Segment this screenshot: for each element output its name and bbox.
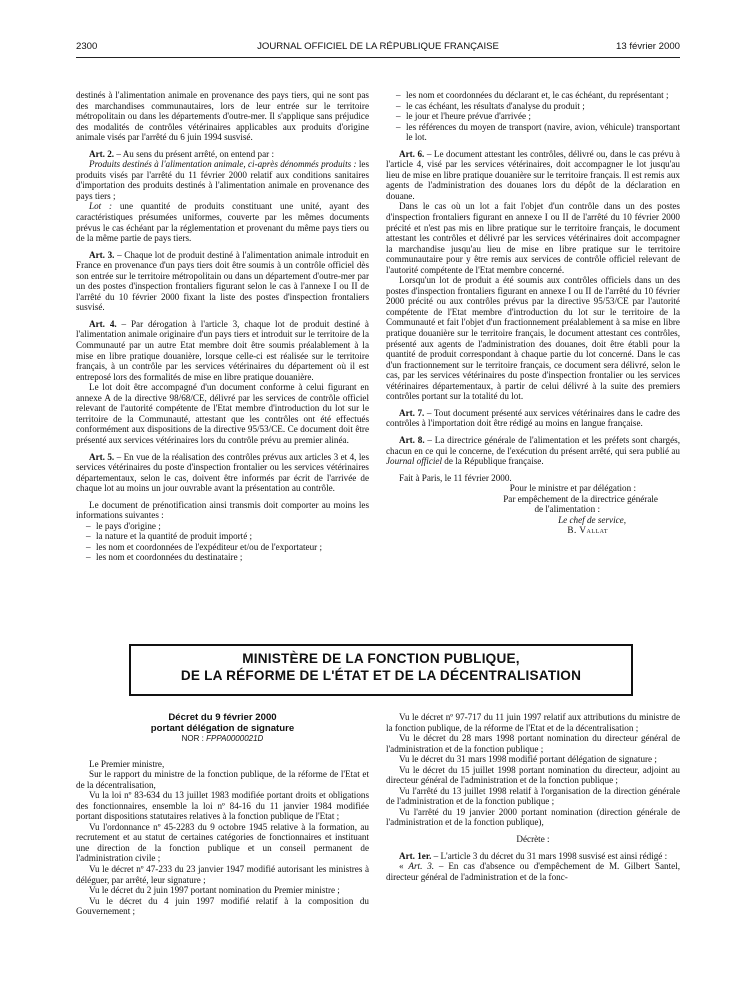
article-text: – Chaque lot de produit destiné à l'alimentation animale introduit en France en provenance d'un pays tiers doit être soumis à un contrôle officiel dès son entrée sur le territoire métropolitain ou dans un département d'outre-mer par un des postes d'inspection frontaliers figurant selon le cas à l'annexe I ou II de l'arrêté du 10 février 2000 fixant la liste des postes d'inspection frontaliers susvisé. — [76, 249, 369, 313]
paragraph: Le lot doit être accompagné d'un document conforme à celui figurant en annexe A de la directive 98/68/CE, délivré par les services de contrôle officiel relevant de l'autorité compétente de l'Etat membre d'introduction du lot sur le territoire de la Communauté, attestant que les contrôles ont été effectués conformément aux dispositions de la directive 95/53/CE. Ce document doit être présenté aux services vétérinaires lors du contrôle prévu au premier alinéa. — [76, 382, 369, 445]
paragraph: Le document de prénotification ainsi transmis doit comporter au moins les informations suivantes : — [76, 499, 369, 521]
list-item: – la nature et la quantité de produit importé ; — [76, 531, 369, 542]
article-label: Art. 6. — [399, 148, 425, 159]
nor-label: NOR : — [181, 734, 204, 743]
paragraph: Lorsqu'un lot de produit a été soumis aux contrôles officiels dans un des postes d'inspection frontaliers figurant en annexe I ou II de l'arrêté du 10 février 2000 précité ou aux contrôles prévus par la directive 95/53/CE par l'autorité compétente de l'Etat membre d'introduction du lot sur le territoire de la Communauté et fait l'objet d'un fractionnement préalablement à sa mise en libre pratique douanière sur le territoire français, le document attestant ces contrôles, présenté aux agents de l'administration des douanes, doit être établi pour la quantité de produit correspondant à chaque partie du lot concerné. Dans le cas d'un fractionnement sur le territoire français, ce document sera délivré, selon le cas, par les services vétérinaires du poste d'inspection frontalier ou les services vétérinaires départementaux, à partir de celui délivré à la suite des premiers contrôles portant sur la totalité du lot. — [386, 275, 680, 402]
left-column-top — [76, 90, 369, 563]
article-8 — [386, 435, 680, 467]
article-2 — [76, 149, 369, 160]
definition-term: Lot : — [89, 201, 113, 212]
paragraph: destinés à l'alimentation animale en provenance des pays tiers, qui ne sont pas des marchandises communautaires, lors de leur entrée sur le territoire métropolitain ou dans les départements d'outre-mer. Il s'applique sans préjudice des modalités de contrôles vétérinaires applicables aux produits d'origine animale visés par l'arrêté du 6 juin 1994 susvisé. — [76, 90, 369, 143]
header-rule — [76, 57, 680, 58]
article-label: Art. 4. — [89, 318, 117, 329]
nor-reference — [76, 734, 369, 745]
information-list — [76, 521, 369, 563]
article-text: – L'article 3 du décret du 31 mars 1998 susvisé est ainsi rédigé : — [431, 850, 668, 861]
paragraph: Vu le décret nº 47-233 du 23 janvier 1947 modifié autorisant les ministres à déléguer, par arrêté, leur signature ; — [76, 864, 369, 885]
article-label: Art. 3. — [89, 249, 115, 260]
paragraph: Vu le décret du 4 juin 1997 modifié relatif à la composition du Gouvernement ; — [76, 895, 369, 917]
quote-mark: « — [399, 861, 409, 872]
article-label: Art. 3. — [408, 861, 435, 872]
article-text: – En vue de la réalisation des contrôles prévus aux articles 3 et 4, les services vétérinaires du poste d'inspection frontalier ou les services vétérinaires départementaux, selon le cas, doivent être informés par écrit de l'arrivée de chaque lot au moins un jour ouvrable avant la présentation au contrôle. — [76, 451, 369, 494]
article-3 — [76, 250, 369, 313]
paragraph: Vu l'arrêté du 13 juillet 1998 relatif à l'organisation de la direction générale de l'administration et de la fonction publique ; — [386, 785, 680, 807]
list-item: – le jour et l'heure prévue d'arrivée ; — [386, 111, 680, 122]
article-label: Art. 1er. — [399, 850, 432, 861]
paragraph: Vu le décret du 28 mars 1998 portant nomination du directeur général de l'administration et de la fonction publique ; — [386, 733, 680, 754]
article-5 — [76, 452, 369, 494]
article-label: Art. 8. — [399, 434, 425, 445]
page-header — [76, 41, 680, 57]
quoted-article-3 — [386, 861, 680, 882]
definition-text: les produits visés par l'arrêté du 11 février 2000 relatif aux conditions sanitaires d'importation des produits destinés à l'alimentation animale en provenance des pays tiers ; — [76, 159, 369, 201]
article-7 — [386, 408, 680, 429]
list-item: – les nom et coordonnées du destinataire ; — [76, 552, 369, 563]
article-label: Art. 7. — [399, 407, 425, 418]
article-text: – Par dérogation à l'article 3, chaque lot de produit destiné à l'alimentation animale originaire d'un pays tiers et introduit sur le territoire de la Communauté par un autre Etat membre doit être soumis préalablement à la mise en libre pratique douanière, lorsque celle-ci est réalisée sur le territoire français, à un contrôle par les services vétérinaires du département où il est entreposé lors des formalités de mise en libre pratique douanière. — [76, 318, 369, 382]
nor-code: FPPA0000021D — [206, 734, 264, 743]
issue-date: 13 février 2000 — [616, 41, 680, 52]
paragraph: Vu le décret du 31 mars 1998 modifié portant délégation de signature ; — [399, 754, 657, 765]
definition-text: une quantité de produits constituant une unité, ayant des caractéristiques présumées uniformes, couverte par les mêmes documents prévus le cas échéant par la réglementation et provenant du même pays tiers ou de la même partie de pays tiers. — [76, 201, 369, 244]
journal-title: JOURNAL OFFICIEL DE LA RÉPUBLIQUE FRANÇAISE — [257, 41, 499, 52]
definition-term: Produits destinés à l'alimentation animale, ci-après dénommés produits : — [89, 159, 357, 170]
signature-line: Pour le ministre et par délégation : — [509, 483, 636, 494]
article-text: – Tout document présenté aux services vétérinaires dans le cadre des contrôles à l'importation doit être rédigé au moins en langue française. — [386, 407, 680, 429]
article-text: – En cas d'absence ou d'empêchement de M. Gilbert Santel, directeur général de l'administration et de la fonc- — [386, 861, 680, 882]
signature-line: Par empêchement de la directrice générale — [503, 493, 658, 504]
article-4 — [76, 319, 369, 382]
signatory-name: B. Vallat — [567, 525, 608, 536]
article-label: Art. 5. — [89, 451, 115, 462]
list-item: – le cas échéant, les résultats d'analyse du produit ; — [386, 101, 680, 112]
ministry-title-line2: DE LA RÉFORME DE L'ÉTAT ET DE LA DÉCENTRALISATION — [180, 668, 582, 683]
information-list-continued — [386, 90, 680, 143]
article-text: – Le document attestant les contrôles, délivré ou, dans le cas prévu à l'article 4, visé par les services vétérinaires, doit accompagner le lot jusqu'au lieu de mise en libre pratique douanière sur le territoire français. Il est remis aux agents de l'administration des douanes lors du dépôt de la déclaration en douane. — [386, 148, 680, 201]
article-6 — [386, 149, 680, 202]
paragraph: Dans le cas où un lot a fait l'objet d'un contrôle dans un des postes d'inspection frontaliers figurant en annexe I ou II de l'arrêté du 10 février 2000 précité et n'est pas mis en libre pratique sur le territoire français, le document attestant les contrôles et délivré par les services vétérinaires doit accompagner la marchandise jusqu'au lieu de mise en libre pratique sur le territoire communautaire pour y être remis aux services de contrôle officiel relevant de l'autorité compétente de l'Etat membre concerné. — [386, 201, 680, 275]
paragraph: Vu la loi nº 83-634 du 13 juillet 1983 modifiée portant droits et obligations des fonctionnaires, ensemble la loi nº 84-16 du 11 janvier 1984 modifiée portant dispositions statutaires relatives à la fonction publique de l'Etat ; — [76, 790, 369, 822]
list-item: – les nom et coordonnées du déclarant et, le cas échéant, du représentant ; — [386, 90, 680, 101]
definition-lot — [76, 201, 369, 243]
decree-subtitle: portant délégation de signature — [150, 723, 295, 734]
article-text: de la République française. — [442, 456, 544, 467]
article-text: – La directrice générale de l'alimentation et les préfets sont chargés, chacun en ce qui le concerne, de l'exécution du présent arrêté, qui sera publié au — [386, 434, 680, 456]
page-number: 2300 — [76, 41, 98, 52]
right-column-bottom — [386, 712, 680, 882]
list-item: – le pays d'origine ; — [76, 521, 369, 532]
decree-title: Décret du 9 février 2000 — [168, 712, 277, 723]
signatory-title: Le chef de service, — [558, 514, 626, 525]
article-1 — [386, 851, 680, 862]
paragraph: Vu l'ordonnance nº 45-2283 du 9 octobre 1945 relative à la formation, au recrutement et au statut de certaines catégories de fonctionnaires et instituant une direction de la fonction publique et un conseil permanent de l'administration civile ; — [76, 821, 369, 864]
article-label: Art. 2. — [89, 148, 115, 159]
right-column-top — [386, 90, 680, 536]
left-column-bottom — [76, 712, 369, 917]
paragraph: Le Premier ministre, — [89, 758, 165, 769]
list-item: – les références du moyen de transport (navire, avion, véhicule) transportant le lot. — [386, 122, 680, 143]
signature-line: de l'alimentation : — [534, 504, 600, 515]
ministry-banner — [129, 644, 633, 696]
article-text: – Au sens du présent arrêté, on entend par : — [114, 148, 274, 159]
journal-name: Journal officiel — [386, 456, 443, 467]
list-item: – les nom et coordonnées de l'expéditeur et/ou de l'exportateur ; — [76, 542, 369, 553]
ministry-title-line1: MINISTÈRE DE LA FONCTION PUBLIQUE, — [242, 651, 520, 666]
paragraph: Vu l'arrêté du 19 janvier 2000 portant nomination (direction générale de l'administration et de la fonction publique), — [386, 806, 680, 828]
paragraph: Vu le décret du 15 juillet 1998 portant nomination du directeur, adjoint au directeur général de l'administration et de la fonction publique ; — [386, 764, 680, 786]
signing-place-date: Fait à Paris, le 11 février 2000. — [399, 472, 512, 483]
paragraph: Vu le décret du 2 juin 1997 portant nomination du Premier ministre ; — [89, 885, 340, 896]
paragraph: Vu le décret nº 97-717 du 11 juin 1997 relatif aux attributions du ministre de la fonction publique, de la réforme de l'Etat et de la décentralisation ; — [386, 712, 680, 733]
paragraph: Sur le rapport du ministre de la fonction publique, de la réforme de l'Etat et de la décentralisation, — [76, 769, 369, 790]
decrete-heading: Décrète : — [516, 834, 550, 845]
definition-produits — [76, 159, 369, 201]
